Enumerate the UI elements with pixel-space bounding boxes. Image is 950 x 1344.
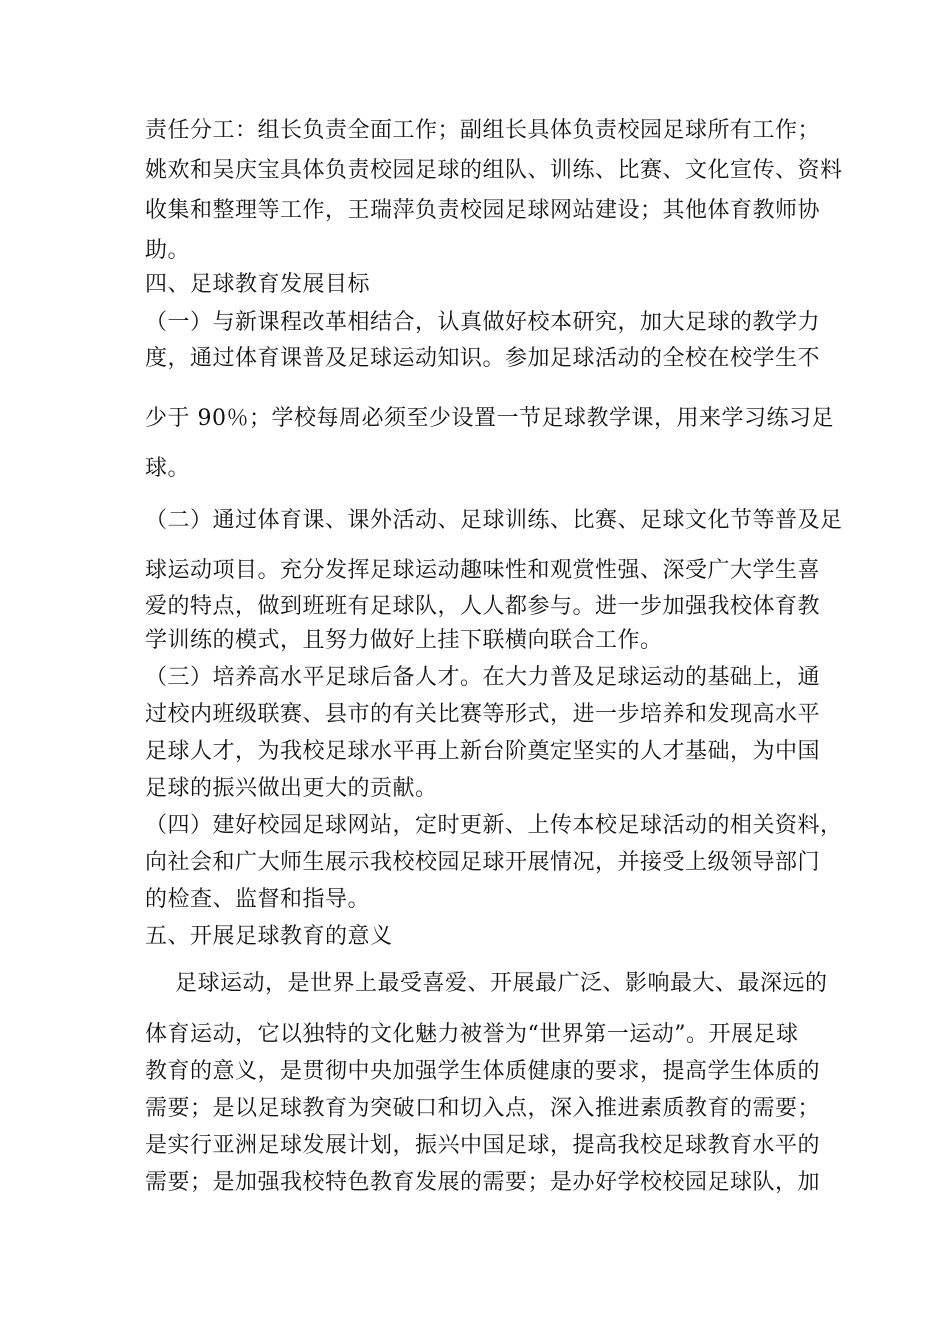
text-line: 足球运动，是世界上最受喜爱、开展最广泛、影响最大、最深远的 xyxy=(175,971,828,996)
text-line: 是实行亚洲足球发展计划，振兴中国足球，提高我校足球教育水平的 xyxy=(145,1133,821,1158)
text-line: 学训练的模式，且努力做好上挂下联横向联合工作。 xyxy=(145,628,663,653)
section-heading: 四、足球教育发展目标 xyxy=(145,272,371,297)
text-line: 教育的意义，是贯彻中央加强学生体质健康的要求，提高学生体质的 xyxy=(145,1059,821,1084)
section-heading: 五、开展足球教育的意义 xyxy=(145,924,393,949)
text-line: 的检查、监督和指导。 xyxy=(145,887,371,912)
text-line: （四）建好校园足球网站，定时更新、上传本校足球活动的相关资料， xyxy=(145,813,843,838)
text-line: 体育运动，它以独特的文化魅力被誉为“世界第一运动”。开展足球 xyxy=(145,1022,799,1047)
text-line: （三）培养高水平足球后备人才。在大力普及足球运动的基础上，通 xyxy=(145,665,821,690)
text-line: 少于 90％；学校每周必须至少设置一节足球教学课，用来学习练习足 xyxy=(145,406,834,431)
text-line: 足球人才，为我校足球水平再上新台阶奠定坚实的人才基础，为中国 xyxy=(145,739,821,764)
text-line: 足球的振兴做出更大的贡献。 xyxy=(145,776,438,801)
text-line: （二）通过体育课、课外活动、足球训练、比赛、足球文化节等普及足 xyxy=(145,508,843,533)
text-line: 爱的特点，做到班班有足球队，人人都参与。进一步加强我校体育教 xyxy=(145,594,821,619)
text-line: 球运动项目。充分发挥足球运动趣味性和观赏性强、深受广大学生喜 xyxy=(145,558,821,583)
text-line: 助。 xyxy=(145,238,191,263)
text-line: 向社会和广大师生展示我校校园足球开展情况，并接受上级领导部门 xyxy=(145,850,821,875)
text-line: 度，通过体育课普及足球运动知识。参加足球活动的全校在校学生不 xyxy=(145,346,821,371)
text-line: 需要；是以足球教育为突破口和切入点，深入推进素质教育的需要； xyxy=(145,1096,821,1121)
text-line: 姚欢和吴庆宝具体负责校园足球的组队、训练、比赛、文化宣传、资料 xyxy=(145,158,843,183)
text-line: 球。 xyxy=(145,456,191,481)
text-line: 过校内班级联赛、县市的有关比赛等形式，进一步培养和发现高水平 xyxy=(145,702,821,727)
text-line: 责任分工：组长负责全面工作；副组长具体负责校园足球所有工作； xyxy=(145,118,821,143)
text-line: 需要；是加强我校特色教育发展的需要；是办好学校校园足球队，加 xyxy=(145,1170,821,1195)
text-line: 收集和整理等工作，王瑞萍负责校园足球网站建设；其他体育教师协 xyxy=(145,198,821,223)
text-line: （一）与新课程改革相结合，认真做好校本研究，加大足球的教学力 xyxy=(145,310,821,335)
